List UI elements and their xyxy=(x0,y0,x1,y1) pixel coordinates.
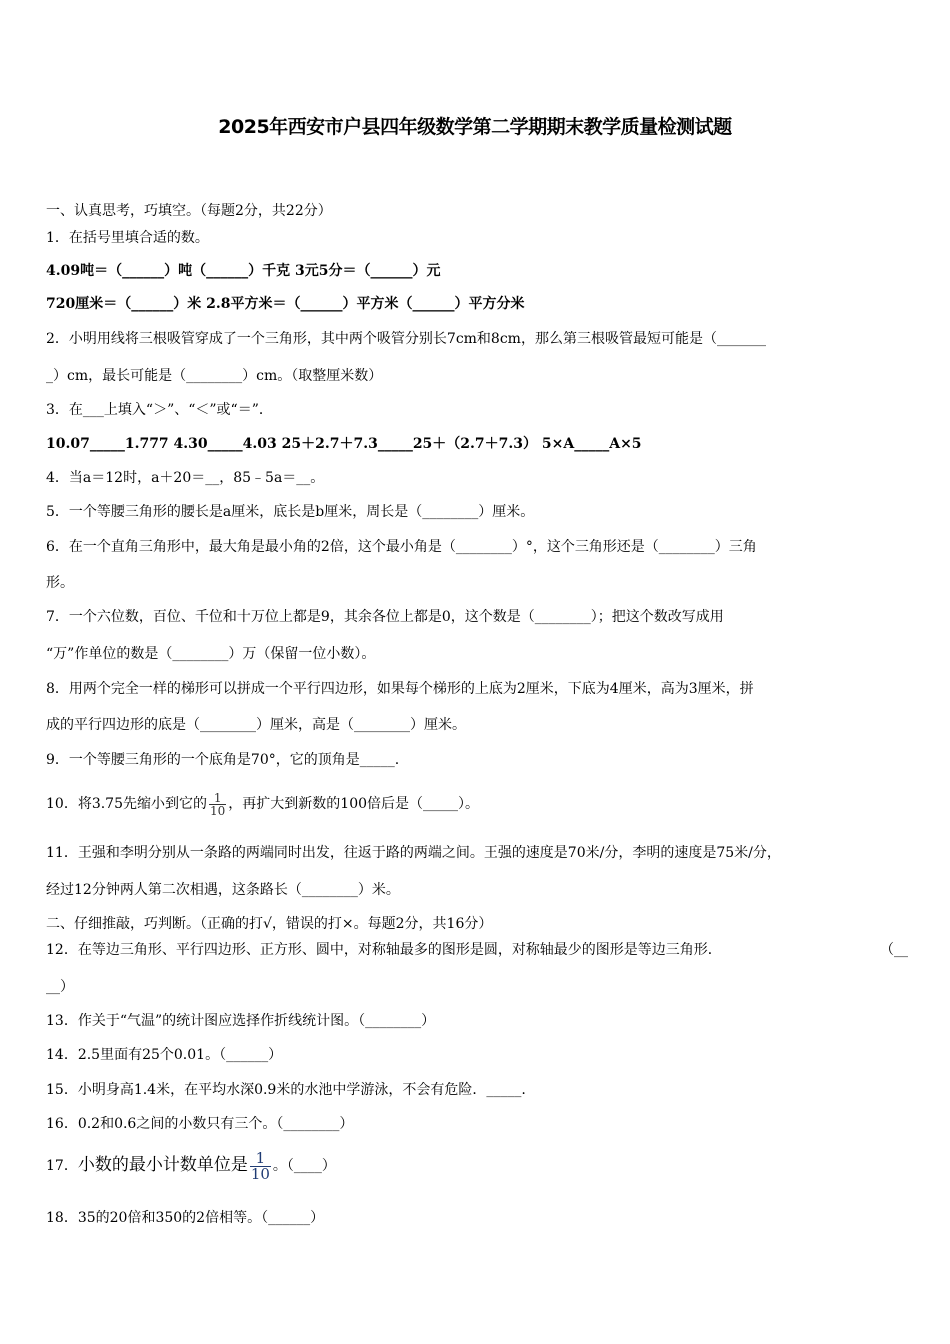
question-1-line-2: 720厘米＝（______）米 2.8平方米＝（______）平方米（______）平方分米 xyxy=(46,296,525,312)
question-8-line-1: 8．用两个完全一样的梯形可以拼成一个平行四边形，如果每个梯形的上底为2厘米，下底为4厘米，高为3厘米，拼 xyxy=(46,681,754,697)
question-7-line-2: “万”作单位的数是（________）万（保留一位小数）。 xyxy=(46,646,376,662)
question-1: 1．在括号里填合适的数。 xyxy=(46,230,209,246)
question-12-answer-open: （__ xyxy=(880,942,908,958)
question-17-number: 17． xyxy=(46,1158,78,1174)
question-7-line-1: 7．一个六位数，百位、千位和十万位上都是9，其余各位上都是0，这个数是（________）；把这个数改写成用 xyxy=(46,609,724,625)
question-17 xyxy=(46,1142,336,1189)
question-10-after: ，再扩大到新数的100倍后是（_____）。 xyxy=(228,796,480,812)
fraction-denominator: 10 xyxy=(250,1164,270,1183)
fraction-denominator: 10 xyxy=(210,803,226,818)
fraction-numerator: 1 xyxy=(255,1148,266,1167)
section-1-header: 一、认真思考，巧填空。（每题2分，共22分） xyxy=(46,203,332,219)
question-17-after: 。（____） xyxy=(272,1158,336,1174)
page-title: 2025年西安市户县四年级数学第二学期期末教学质量检测试题 xyxy=(218,116,732,138)
question-2-line-1: 2．小明用线将三根吸管穿成了一个三角形，其中两个吸管分别长7cm和8cm，那么第三根吸管最短可能是（_______ xyxy=(46,331,766,347)
question-6-line-2: 形。 xyxy=(46,575,74,591)
question-9: 9．一个等腰三角形的一个底角是70°，它的顶角是_____. xyxy=(46,752,400,768)
fraction-numerator: 1 xyxy=(213,790,222,805)
question-10 xyxy=(46,784,479,824)
question-3-line: 10.07_____1.777 4.30_____4.03 25＋2.7＋7.3_____25＋（2.7＋7.3） 5×A_____A×5 xyxy=(46,436,642,452)
fraction-one-tenth-large xyxy=(250,1148,271,1183)
fraction-one-tenth xyxy=(209,792,226,817)
question-6-line-1: 6．在一个直角三角形中，最大角是最小角的2倍，这个最小角是（________）°，这个三角形还是（________）三角 xyxy=(46,539,757,555)
question-12-line-1: 12．在等边三角形、平行四边形、正方形、圆中，对称轴最多的图形是圆，对称轴最少的图形是等边三角形． xyxy=(46,942,722,958)
section-2-header: 二、仔细推敲，巧判断。（正确的打√，错误的打×。每题2分，共16分） xyxy=(46,916,493,932)
question-10-before: 10．将3.75先缩小到它的 xyxy=(46,796,207,812)
question-1-line-1: 4.09吨＝（______）吨（______）千克 3元5分＝（______）元 xyxy=(46,263,441,279)
question-14: 14．2.5里面有25个0.01。（______） xyxy=(46,1047,283,1063)
question-18: 18．35的20倍和350的2倍相等。（______） xyxy=(46,1210,325,1226)
question-8-line-2: 成的平行四边形的底是（________）厘米，高是（________）厘米。 xyxy=(46,717,466,733)
question-17-text: 小数的最小计数单位是 xyxy=(77,1155,248,1175)
question-12-line-2: __） xyxy=(46,979,74,995)
question-5: 5．一个等腰三角形的腰长是a厘米，底长是b厘米，周长是（________）厘米。 xyxy=(46,504,535,520)
question-16: 16．0.2和0.6之间的小数只有三个。（________） xyxy=(46,1116,354,1132)
question-11-line-2: 经过12分钟两人第二次相遇，这条路长（________）米。 xyxy=(46,882,400,898)
question-13: 13．作关于“气温”的统计图应选择作折线统计图。（________） xyxy=(46,1013,436,1029)
question-11-line-1: 11．王强和李明分别从一条路的两端同时出发，往返于路的两端之间。王强的速度是70米/分，李明的速度是75米/分， xyxy=(46,845,781,861)
question-3: 3．在___上填入“＞”、“＜”或“＝”． xyxy=(46,402,273,418)
question-2-line-2: _）cm，最长可能是（________）cm。（取整厘米数） xyxy=(46,368,383,384)
question-4: 4．当a＝12时，a＋20＝__，85﹣5a＝__。 xyxy=(46,470,325,486)
question-15: 15．小明身高1.4米，在平均水深0.9米的水池中学游泳，不会有危险．_____. xyxy=(46,1082,526,1098)
